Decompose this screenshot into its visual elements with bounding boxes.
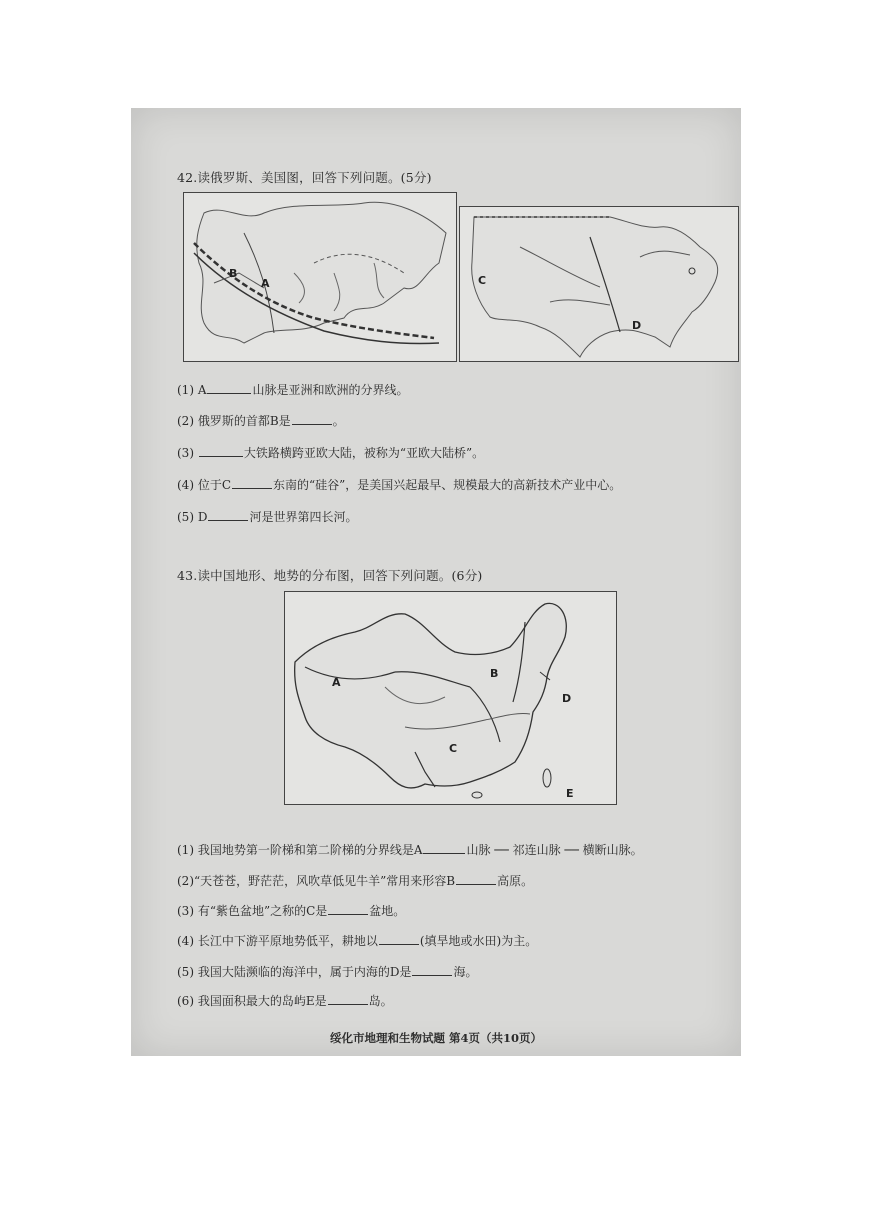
china-label-b: B xyxy=(490,667,499,680)
russia-label-b: B xyxy=(229,267,238,280)
usa-label-c: C xyxy=(478,274,487,287)
china-map xyxy=(284,591,617,805)
china-label-c: C xyxy=(449,742,458,755)
q43-item-3: (3) 有“紫色盆地”之称的C是 盆地。 xyxy=(177,904,406,918)
q42-title: 42.读俄罗斯、美国图，回答下列问题。(5分) xyxy=(177,170,432,185)
usa-map xyxy=(459,206,739,362)
q42-item-1: (1) A 山脉是亚洲和欧洲的分界线。 xyxy=(177,383,409,397)
china-label-e: E xyxy=(566,787,574,800)
q42-item-5: (5) D 河是世界第四长河。 xyxy=(177,510,358,524)
usa-label-d: D xyxy=(632,319,642,332)
q42-item-4: (4) 位于C 东南的“硅谷”，是美国兴起最早、规模最大的高新技术产业中心。 xyxy=(177,478,622,492)
q43-title: 43.读中国地形、地势的分布图，回答下列问题。(6分) xyxy=(177,568,483,583)
china-label-d: D xyxy=(562,692,572,705)
china-label-a: A xyxy=(332,676,341,689)
exam-page xyxy=(131,108,741,1056)
q43-item-6: (6) 我国面积最大的岛屿E是 岛。 xyxy=(177,994,393,1008)
russia-map xyxy=(183,192,457,362)
q43-item-2: (2)“天苍苍，野茫茫，风吹草低见牛羊”常用来形容B 高原。 xyxy=(177,874,534,888)
russia-label-a: A xyxy=(261,277,270,290)
q42-item-2: (2) 俄罗斯的首都B是 。 xyxy=(177,414,345,428)
page-footer: 绥化市地理和生物试题 第4页（共10页） xyxy=(329,1031,542,1045)
q42-item-3: (3) 大铁路横跨亚欧大陆，被称为“亚欧大陆桥”。 xyxy=(177,446,485,460)
q43-item-4: (4) 长江中下游平原地势低平，耕地以 (填旱地或水田)为主。 xyxy=(177,934,538,948)
q43-item-5: (5) 我国大陆濒临的海洋中，属于内海的D是 海。 xyxy=(177,965,478,979)
q43-item-1: (1) 我国地势第一阶梯和第二阶梯的分界线是A 山脉 ── 祁连山脉 ── 横断山脉。 xyxy=(177,843,643,857)
